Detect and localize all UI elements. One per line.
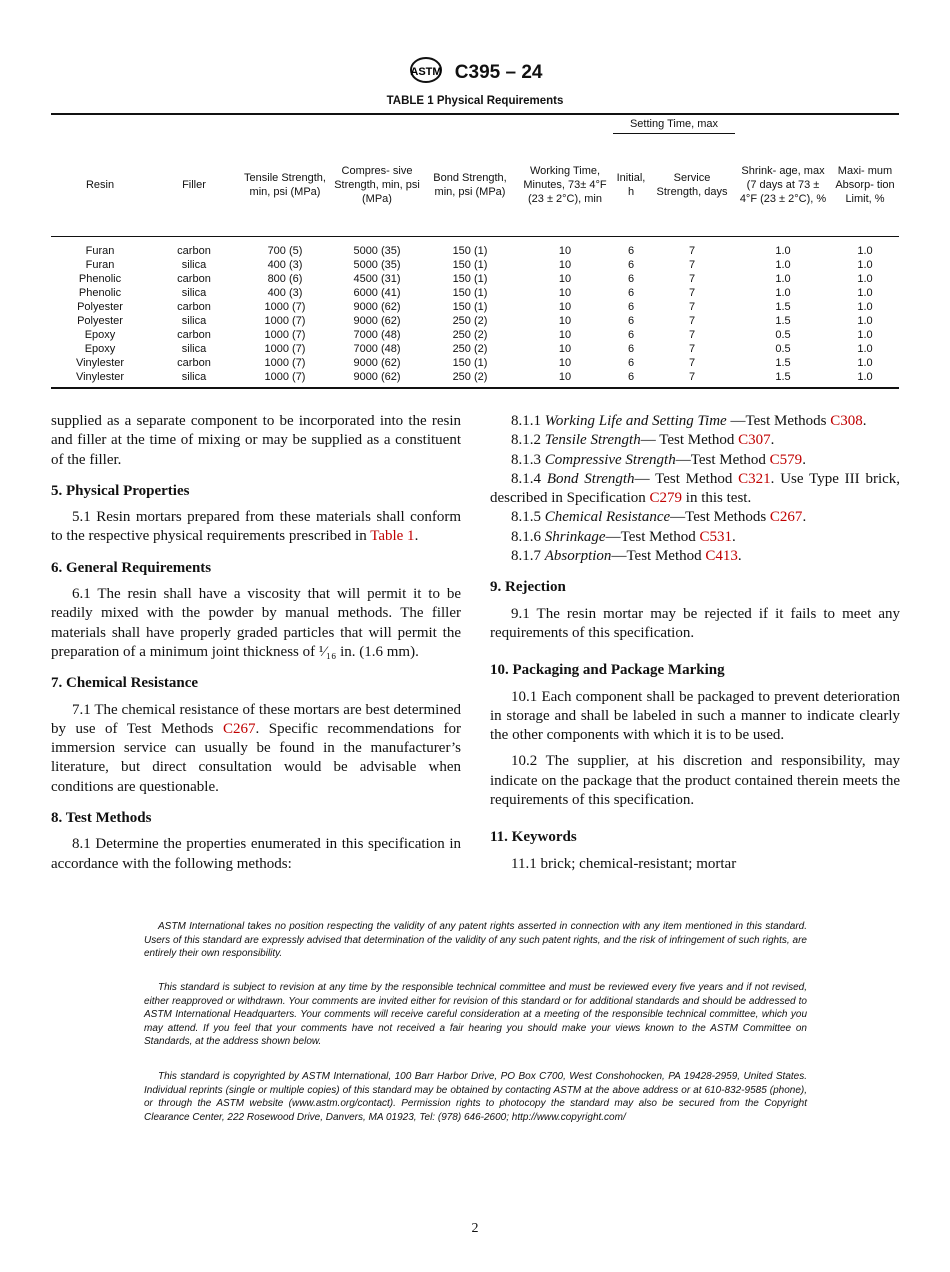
table-cell: 1.0 — [857, 273, 873, 285]
table-cell: 6 — [627, 343, 635, 355]
table-cell: 1.5 — [775, 301, 791, 313]
text: Working Life and Setting Time — [544, 413, 727, 429]
table-cell: 10 — [558, 301, 572, 313]
table-cell: Furan — [85, 245, 115, 257]
table-cell: 150 (1) — [452, 287, 488, 299]
table-cell: 1.0 — [857, 259, 873, 271]
text: Chemical Resistance — [544, 509, 671, 526]
table-cell: 6 — [627, 329, 635, 341]
section-heading: 6. General Requirements — [51, 559, 212, 576]
table-cell: 5000 (35) — [353, 259, 401, 271]
text: . — [802, 509, 807, 526]
right-column — [490, 412, 900, 874]
page-header — [0, 56, 950, 90]
paragraph: 11.1 brick; chemical-resistant; mortar — [511, 855, 737, 872]
patent-notice — [144, 920, 807, 961]
table-cell: carbon — [177, 245, 211, 257]
table-cell: 6 — [627, 259, 635, 271]
table-cell: 1.0 — [857, 371, 873, 383]
paragraph — [51, 701, 461, 797]
column-header: Working Time, Minutes, 73± 4°F (23 ± 2°C), min — [517, 134, 613, 237]
table-cell: 150 (1) — [452, 273, 488, 285]
table-cell: 9000 (62) — [353, 371, 401, 383]
page-number: 2 — [471, 1221, 479, 1236]
test-method-item — [490, 470, 900, 509]
paragraph: 9.1 The resin mortar may be rejected if it fails to meet any requirements of this specification. — [490, 605, 900, 641]
table-cell: 7 — [688, 357, 696, 369]
test-method-item — [490, 547, 900, 566]
text: 8.1.3 — [511, 451, 545, 468]
text: . Specific recommendations for immersion service can usually be found in the manufacturer’s literature, but direct consultation would be advisable when conditions are questionable. — [51, 720, 461, 795]
table-cell: 400 (3) — [267, 259, 303, 271]
table-cell: 7 — [688, 259, 696, 271]
test-method-item — [490, 431, 900, 450]
text: —Test Method — [611, 548, 706, 565]
table-cell: 1000 (7) — [264, 315, 306, 327]
table-cell: 400 (3) — [267, 287, 303, 299]
table-row — [51, 236, 899, 258]
column-header: Resin — [51, 134, 149, 237]
column-header: Service Strength, days — [649, 134, 735, 237]
table-cell: 150 (1) — [452, 301, 488, 313]
astm-logo-icon — [408, 56, 444, 90]
text: . — [414, 528, 419, 545]
table-cell: 1.5 — [775, 315, 791, 327]
table-cell: 7 — [688, 315, 696, 327]
table-cell: Epoxy — [84, 343, 116, 355]
table-cell: carbon — [177, 301, 211, 313]
setting-time-group-header: Setting Time, max — [613, 114, 735, 134]
table-cell: 1000 (7) — [264, 329, 306, 341]
left-column — [51, 412, 461, 874]
table-cell: 10 — [558, 357, 572, 369]
table-cell: carbon — [177, 329, 211, 341]
section-heading: 8. Test Methods — [51, 810, 152, 827]
text: in this test. — [682, 490, 752, 507]
table-cell: 10 — [558, 287, 572, 299]
table-row — [51, 328, 899, 342]
test-method-item — [490, 528, 900, 547]
svg-text:ASTM: ASTM — [409, 66, 442, 78]
text: . — [732, 528, 736, 545]
table-cell: 5000 (35) — [353, 245, 401, 257]
table-cell: 7 — [688, 301, 696, 313]
paragraph: 6.1 The resin shall have a viscosity that will permit it to be readily mixed with the powder by manual methods. The filler materials shall have properly graded particles that will permit the preparation of a minimum joint thickness of ¹⁄₁₆ in. (1.6 mm). — [51, 586, 461, 660]
standard-link[interactable]: C321 — [738, 470, 771, 487]
table-spacer — [51, 384, 899, 388]
test-method-item — [490, 508, 900, 527]
text: —Test Methods — [726, 413, 831, 429]
table-row — [51, 342, 899, 356]
table-cell: 250 (2) — [452, 371, 488, 383]
text: Compressive Strength — [544, 451, 676, 468]
text: 8.1.2 — [511, 432, 545, 449]
table-cell: carbon — [177, 357, 211, 369]
table-cell: 6 — [627, 273, 635, 285]
section-heading: 9. Rejection — [490, 579, 566, 596]
column-header: Filler — [149, 134, 239, 237]
table-cell: 1.0 — [775, 259, 791, 271]
paragraph: 10.1 Each component shall be packaged to prevent deterioration in storage and shall be labeled in such a manner to indicate clearly the other components with which it is to be used. — [490, 688, 900, 744]
table-cell: 150 (1) — [452, 357, 488, 369]
table-cell: Polyester — [77, 315, 123, 327]
copyright-notice — [144, 1070, 807, 1124]
table-cell: 1.0 — [857, 245, 873, 257]
table-row — [51, 370, 899, 384]
table-cell: 6 — [627, 315, 635, 327]
notice-text: This standard is copyrighted by ASTM International, 100 Barr Harbor Drive, PO Box C700, West Conshohocken, PA 19428-2959, United States. Individual reprints (single or multiple copies) of this standard may be obtained by contacting ASTM at the above address or at 610-832-9585 (phone), or through the ASTM website (www.astm.org/contact). Permission rights to photocopy the standard may also be secured from the Copyright Clearance Center, 222 Rosewood Drive, Danvers, MA 01923, Tel: (978) 646-2600; http://www.copyright.com/ — [144, 1071, 807, 1123]
table-cell: Polyester — [77, 301, 123, 313]
table-cell: 1000 (7) — [264, 371, 306, 383]
table-row — [51, 272, 899, 286]
text: 8.1.6 — [511, 528, 545, 545]
table-cell: 1.0 — [775, 273, 791, 285]
text: —Test Method — [675, 451, 770, 468]
table-cell: 9000 (62) — [353, 315, 401, 327]
standard-link[interactable]: C579 — [769, 451, 803, 468]
text: 8.1.7 — [511, 548, 545, 565]
text: — Test Method — [634, 470, 739, 487]
table-cell: Phenolic — [78, 287, 122, 299]
table-cell: 150 (1) — [452, 245, 488, 257]
column-header: Compres- sive Strength, min, psi (MPa) — [331, 134, 423, 237]
standard-link[interactable]: C267 — [769, 509, 803, 526]
text: . — [862, 413, 867, 429]
table-cell: 7 — [688, 287, 696, 299]
table-cell: 7000 (48) — [353, 343, 401, 355]
text: Tensile Strength — [544, 432, 641, 449]
table-cell: 4500 (31) — [353, 273, 401, 285]
table-cell: Furan — [85, 259, 115, 271]
test-method-item — [490, 451, 900, 470]
table-cell: 1000 (7) — [264, 301, 306, 313]
paragraph — [51, 508, 461, 547]
notice-text: ASTM International takes no position respecting the validity of any patent rights asserted in connection with any item mentioned in this standard. Users of this standard are expressly advised that determination of the validity of any such patent rights, and the risk of infringement of such rights, are entirely their own responsibility. — [144, 921, 807, 960]
paragraph: 8.1 Determine the properties enumerated in this specification in accordance with the following methods: — [51, 836, 461, 872]
text: 7.1 The chemical resistance of these mortars are best determined by use of Test Methods — [51, 701, 461, 737]
table-cell: 250 (2) — [452, 343, 488, 355]
table-row — [51, 356, 899, 370]
text: — Test Method — [640, 432, 739, 449]
table-cell: 6 — [627, 287, 635, 299]
table-row — [51, 314, 899, 328]
section-heading: 10. Packaging and Package Marking — [490, 662, 725, 679]
table-cell: 7000 (48) — [353, 329, 401, 341]
table-cell: carbon — [177, 273, 211, 285]
table-cell: 1.0 — [775, 287, 791, 299]
table-cell: 250 (2) — [452, 315, 488, 327]
table-cell: 10 — [558, 245, 572, 257]
table-cell: silica — [181, 343, 207, 355]
table-cell: silica — [181, 259, 207, 271]
column-header: Shrink- age, max (7 days at 73 ± 4°F (23 ± 2°C), % — [735, 134, 831, 237]
text: Bond Strength — [546, 470, 635, 487]
table-cell: 7 — [688, 329, 696, 341]
standard-link[interactable]: C531 — [699, 528, 733, 545]
table-cell: 800 (6) — [267, 273, 303, 285]
table-cell: 1.0 — [857, 315, 873, 327]
table-cell: silica — [181, 315, 207, 327]
table-cell: 7 — [688, 245, 696, 257]
text: . — [770, 432, 775, 449]
table-cell: 150 (1) — [452, 259, 488, 271]
column-header: Bond Strength, min, psi (MPa) — [423, 134, 517, 237]
standard-link[interactable]: C307 — [738, 432, 771, 449]
table-cell: 6 — [627, 301, 635, 313]
table-cell: 1.0 — [775, 245, 791, 257]
text: . — [802, 451, 806, 468]
table-cell: 700 (5) — [267, 245, 303, 257]
physical-requirements-table — [51, 113, 899, 389]
table-cell: Epoxy — [84, 329, 116, 341]
standard-link[interactable]: C413 — [705, 548, 738, 565]
table-row — [51, 300, 899, 314]
text: 5.1 Resin mortars prepared from these materials shall conform to the respective physical requirements prescribed in — [51, 509, 461, 545]
text: —Test Methods — [670, 509, 770, 526]
section-heading: 11. Keywords — [490, 829, 577, 846]
table-cell: 6 — [627, 245, 635, 257]
paragraph: supplied as a separate component to be incorporated into the resin and filler at the time of mixing or may be supplied as a constituent of the filler. — [51, 413, 461, 468]
table-cell: 1.0 — [857, 357, 873, 369]
text: . Use Type III brick, described in Specification — [490, 470, 901, 507]
table-cell: 10 — [558, 259, 572, 271]
table-cell: 1.5 — [775, 371, 791, 383]
table-cell: 6 — [627, 371, 635, 383]
section-heading: 7. Chemical Resistance — [51, 675, 199, 692]
table-row — [51, 286, 899, 300]
text: 8.1.5 — [511, 509, 545, 526]
column-header: Initial, h — [613, 134, 649, 237]
text: —Test Method — [605, 528, 700, 545]
designation: C395 – 24 — [454, 62, 543, 84]
table-cell: silica — [181, 371, 207, 383]
table-cell: 0.5 — [775, 329, 791, 341]
table-cell: 1000 (7) — [264, 343, 306, 355]
notice-text: This standard is subject to revision at any time by the responsible technical committee and must be reviewed every five years and if not revised, either reapproved or withdrawn. Your comments are invited either for revision of this standard or for additional standards and should be addressed to ASTM International Headquarters. Your comments will receive careful consideration at a meeting of the responsible technical committee, which you may attend. If you feel that your comments have not received a fair hearing you should make your views known to the ASTM Committee on Standards, at the address shown below. — [144, 982, 807, 1048]
standard-link[interactable]: C279 — [649, 490, 683, 507]
revision-notice — [144, 981, 807, 1049]
text: 8.1.4 — [511, 470, 547, 487]
table-cell: Vinylester — [75, 357, 125, 369]
table-cell: Vinylester — [75, 371, 125, 383]
text: Absorption — [544, 548, 612, 565]
table-caption: TABLE 1 Physical Requirements — [386, 95, 564, 107]
table-row — [51, 258, 899, 272]
column-header: Maxi- mum Absorp- tion Limit, % — [831, 134, 899, 237]
table-cell: 7 — [688, 343, 696, 355]
table-cell: 1.0 — [857, 301, 873, 313]
table-cell: 6 — [627, 357, 635, 369]
table-cell: 10 — [558, 273, 572, 285]
table-cell: Phenolic — [78, 273, 122, 285]
c267-link[interactable]: C267 — [222, 720, 256, 737]
table-cell: 10 — [558, 315, 572, 327]
section-heading: 5. Physical Properties — [51, 482, 190, 499]
table-cell: 10 — [558, 343, 572, 355]
table-cell: silica — [181, 287, 207, 299]
table-cell: 7 — [688, 273, 696, 285]
table-cell: 1000 (7) — [264, 357, 306, 369]
text: . — [737, 548, 742, 565]
table-cell: 1.5 — [775, 357, 791, 369]
paragraph: 10.2 The supplier, at his discretion and responsibility, may indicate on the package that the product contained therein meets the requirements of this specification. — [490, 753, 900, 809]
text: Shrinkage — [544, 528, 606, 545]
table-cell: 1.0 — [857, 287, 873, 299]
table-cell: 6000 (41) — [353, 287, 401, 299]
table-1-link[interactable]: Table 1 — [370, 528, 415, 545]
column-header: Tensile Strength, min, psi (MPa) — [239, 134, 331, 237]
table-cell: 9000 (62) — [353, 357, 401, 369]
table-cell: 250 (2) — [452, 329, 488, 341]
table-cell: 0.5 — [775, 343, 791, 355]
table-cell: 10 — [558, 371, 572, 383]
table-cell: 1.0 — [857, 329, 873, 341]
table-cell: 1.0 — [857, 343, 873, 355]
text: 8.1.1 — [511, 413, 545, 429]
test-method-item — [490, 412, 900, 431]
table-cell: 10 — [558, 329, 572, 341]
table-cell: 7 — [688, 371, 696, 383]
standard-link[interactable]: C308 — [830, 413, 863, 429]
table-cell: 9000 (62) — [353, 301, 401, 313]
